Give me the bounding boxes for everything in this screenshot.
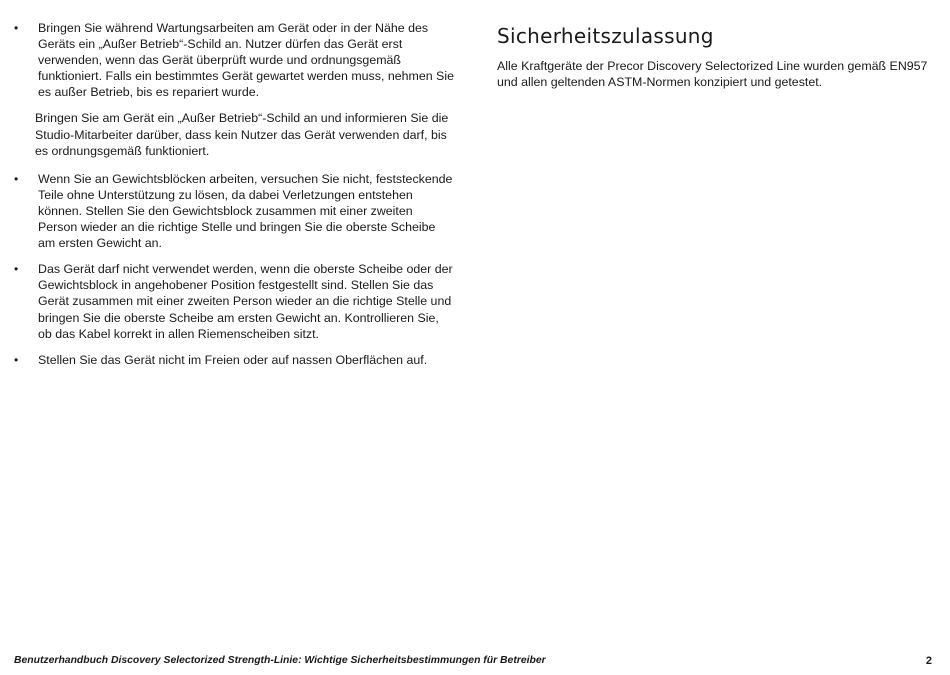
bullet-marker: • — [14, 262, 19, 277]
bullet-item — [14, 171, 454, 251]
right-column — [497, 24, 937, 90]
bullet-text: Bringen Sie während Wartungsarbeiten am Gerät oder in der Nähe des Geräts ein „Außer Betrieb“-Schild an. Nutzer dürfen das Gerät erst verwenden, wenn das Gerät überprüft wurde und ordnungsgemäß funktioniert. Falls ein bestimmtes Gerät gewartet werden muss, nehmen Sie es außer Betrieb, bis es repariert wurde. — [38, 21, 454, 100]
bullet-marker: • — [14, 352, 19, 367]
indented-paragraph: Bringen Sie am Gerät ein „Außer Betrieb“-Schild an und informieren Sie die Studio-Mitarbeiter darüber, dass kein Nutzer das Gerät verwenden darf, bis es ordnungsgemäß funktioniert. — [35, 111, 449, 158]
bullet-text: Stellen Sie das Gerät nicht im Freien oder auf nassen Oberflächen auf. — [38, 352, 428, 367]
bullet-marker: • — [14, 171, 19, 186]
bullet-item — [14, 261, 454, 341]
left-column — [14, 20, 454, 378]
page-footer — [14, 655, 932, 671]
bullet-text: Das Gerät darf nicht verwendet werden, wenn die oberste Scheibe oder der Gewichtsblock in angehobener Position festgestellt sind. Stellen Sie das Gerät zusammen mit einer zweiten Person wieder an die richtige Stelle und bringen Sie die oberste Scheibe am ersten Gewicht an. Kontrollieren Sie, ob das Kabel korrekt in allen Riemenscheiben sitzt. — [38, 262, 453, 341]
bullet-marker: • — [14, 21, 19, 35]
page-number: 2 — [925, 655, 932, 667]
bullet-text: Wenn Sie an Gewichtsblöcken arbeiten, versuchen Sie nicht, feststeckende Teile ohne Unterstützung zu lösen, da dabei Verletzungen entstehen können. Stellen Sie den Gewichtsblock zusammen mit einer zweiten Person wieder an die richtige Stelle und bringen Sie die oberste Scheibe am ersten Gewicht an. — [38, 171, 453, 251]
bullet-item — [14, 20, 454, 100]
section-body: Alle Kraftgeräte der Precor Discovery Selectorized Line wurden gemäß EN957 und allen geltenden ASTM-Normen konzipiert und getestet. — [497, 59, 928, 90]
bullet-item — [14, 352, 454, 368]
footer-title: Benutzerhandbuch Discovery Selectorized Strength-Linie: Wichtige Sicherheitsbestimmungen für Betreiber — [14, 655, 546, 666]
section-heading: Sicherheitszulassung — [497, 24, 714, 48]
